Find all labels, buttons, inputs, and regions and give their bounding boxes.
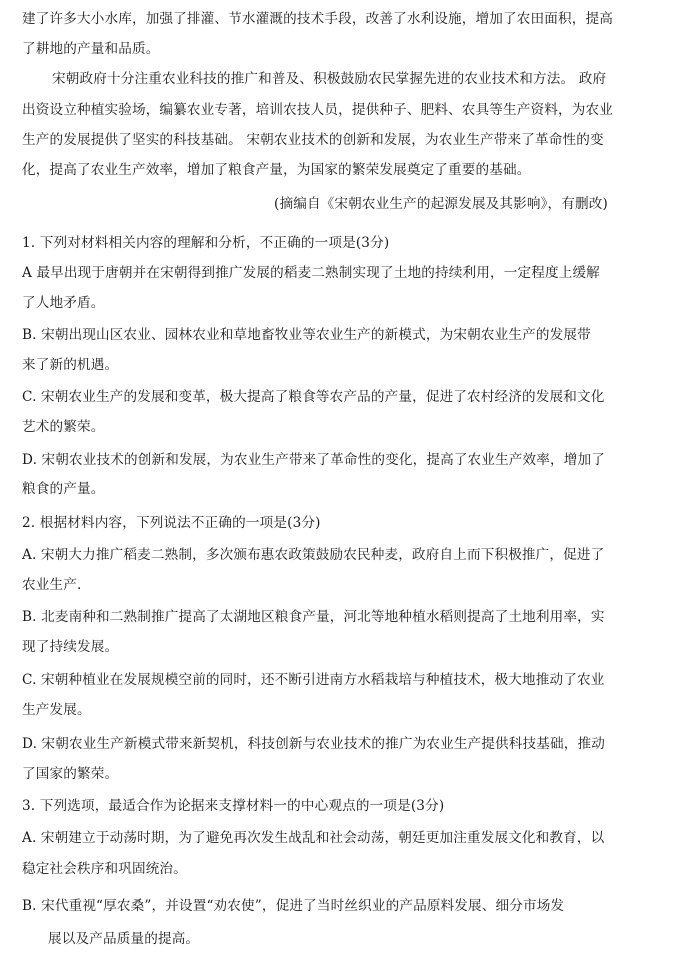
question-stem: 2. 根据材料内容，下列说法不正确的一项是(3分) bbox=[22, 515, 321, 531]
passage-line: 出资设立种植实验场，编纂农业专著，培训农技人员，提供种子、肥料、农具等生产资料，为农业 bbox=[22, 102, 613, 118]
option-line: A 最早出现于唐朝并在宋朝得到推广发展的稻麦二熟制实现了土地的持续利用，一定程度上缓解 bbox=[22, 265, 600, 281]
passage-line: 建了许多大小水库，加强了排灌、节水灌溉的技术手段，改善了水利设施，增加了农田面积，提高 bbox=[22, 11, 613, 27]
passage-line: 化，提高了农业生产效率，增加了粮食产量，为国家的繁荣发展奠定了重要的基础。 bbox=[22, 162, 531, 178]
option-line: 农业生产. bbox=[22, 577, 82, 593]
option-line: 了人地矛盾。 bbox=[22, 295, 105, 311]
option-line: A. 宋朝建立于动荡时期，为了避免再次发生战乱和社会动荡，朝廷更加注重发展文化和教育，以 bbox=[22, 830, 605, 846]
option-line: B. 宋朝出现山区农业、园林农业和草地畜牧业等农业生产的新模式，为宋朝农业生产的发展带 bbox=[22, 327, 591, 343]
option-line: 现了持续发展。 bbox=[22, 639, 119, 655]
option-line: 生产发展。 bbox=[22, 702, 91, 718]
passage-line: 宋朝政府十分注重农业科技的推广和普及、积极鼓励农民掌握先进的农业技术和方法。 政府 bbox=[52, 71, 607, 87]
option-line: 来了新的机遇。 bbox=[22, 357, 119, 373]
option-line: 展以及产品质量的提高。 bbox=[48, 931, 200, 947]
option-line: B. 宋代重视“厚农桑”，并设置“劝农使”，促进了当时丝织业的产品原料发展、细分市场发 bbox=[22, 898, 565, 914]
passage-line: 生产的发展提供了坚实的科技基础。 宋朝农业技术的创新和发展，为农业生产带来了革命性的变 bbox=[22, 132, 604, 148]
question-stem: 1. 下列对材料相关内容的理解和分析，不正确的一项是(3分) bbox=[22, 235, 390, 251]
option-line: A. 宋朝大力推广稻麦二熟制，多次颁布惠农政策鼓励农民种麦，政府自上而下积极推广，促进了 bbox=[22, 547, 605, 563]
source-citation: (摘编自《宋朝农业生产的起源发展及其影响》，有删改) bbox=[274, 196, 608, 212]
option-line: 了国家的繁荣。 bbox=[22, 766, 119, 782]
option-line: 粮食的产量。 bbox=[22, 481, 105, 497]
option-line: 艺术的繁荣。 bbox=[22, 419, 105, 435]
option-line: C. 宋朝农业生产的发展和变革，极大提高了粮食等农产品的产量，促进了农村经济的发展和文化 bbox=[22, 389, 605, 405]
option-line: D. 宋朝农业技术的创新和发展，为农业生产带来了革命性的变化，提高了农业生产效率，增加了 bbox=[22, 452, 605, 468]
option-line: D. 宋朝农业生产新模式带来新契机，科技创新与农业技术的推广为农业生产提供科技基础，推动 bbox=[22, 736, 605, 752]
option-line: C. 宋朝种植业在发展规模空前的同时，还不断引进南方水稻栽培与种植技术，极大地推动了农业 bbox=[22, 672, 605, 688]
option-line: 稳定社会秩序和巩固统治。 bbox=[22, 861, 187, 877]
question-stem: 3. 下列选项，最适合作为论据来支撑材料一的中心观点的一项是(3分) bbox=[22, 798, 445, 814]
passage-line: 了耕地的产量和品质。 bbox=[22, 41, 160, 57]
option-line: B. 北麦南种和二熟制推广提高了太湖地区粮食产量，河北等地种植水稻则提高了土地利用率，实 bbox=[22, 609, 605, 625]
